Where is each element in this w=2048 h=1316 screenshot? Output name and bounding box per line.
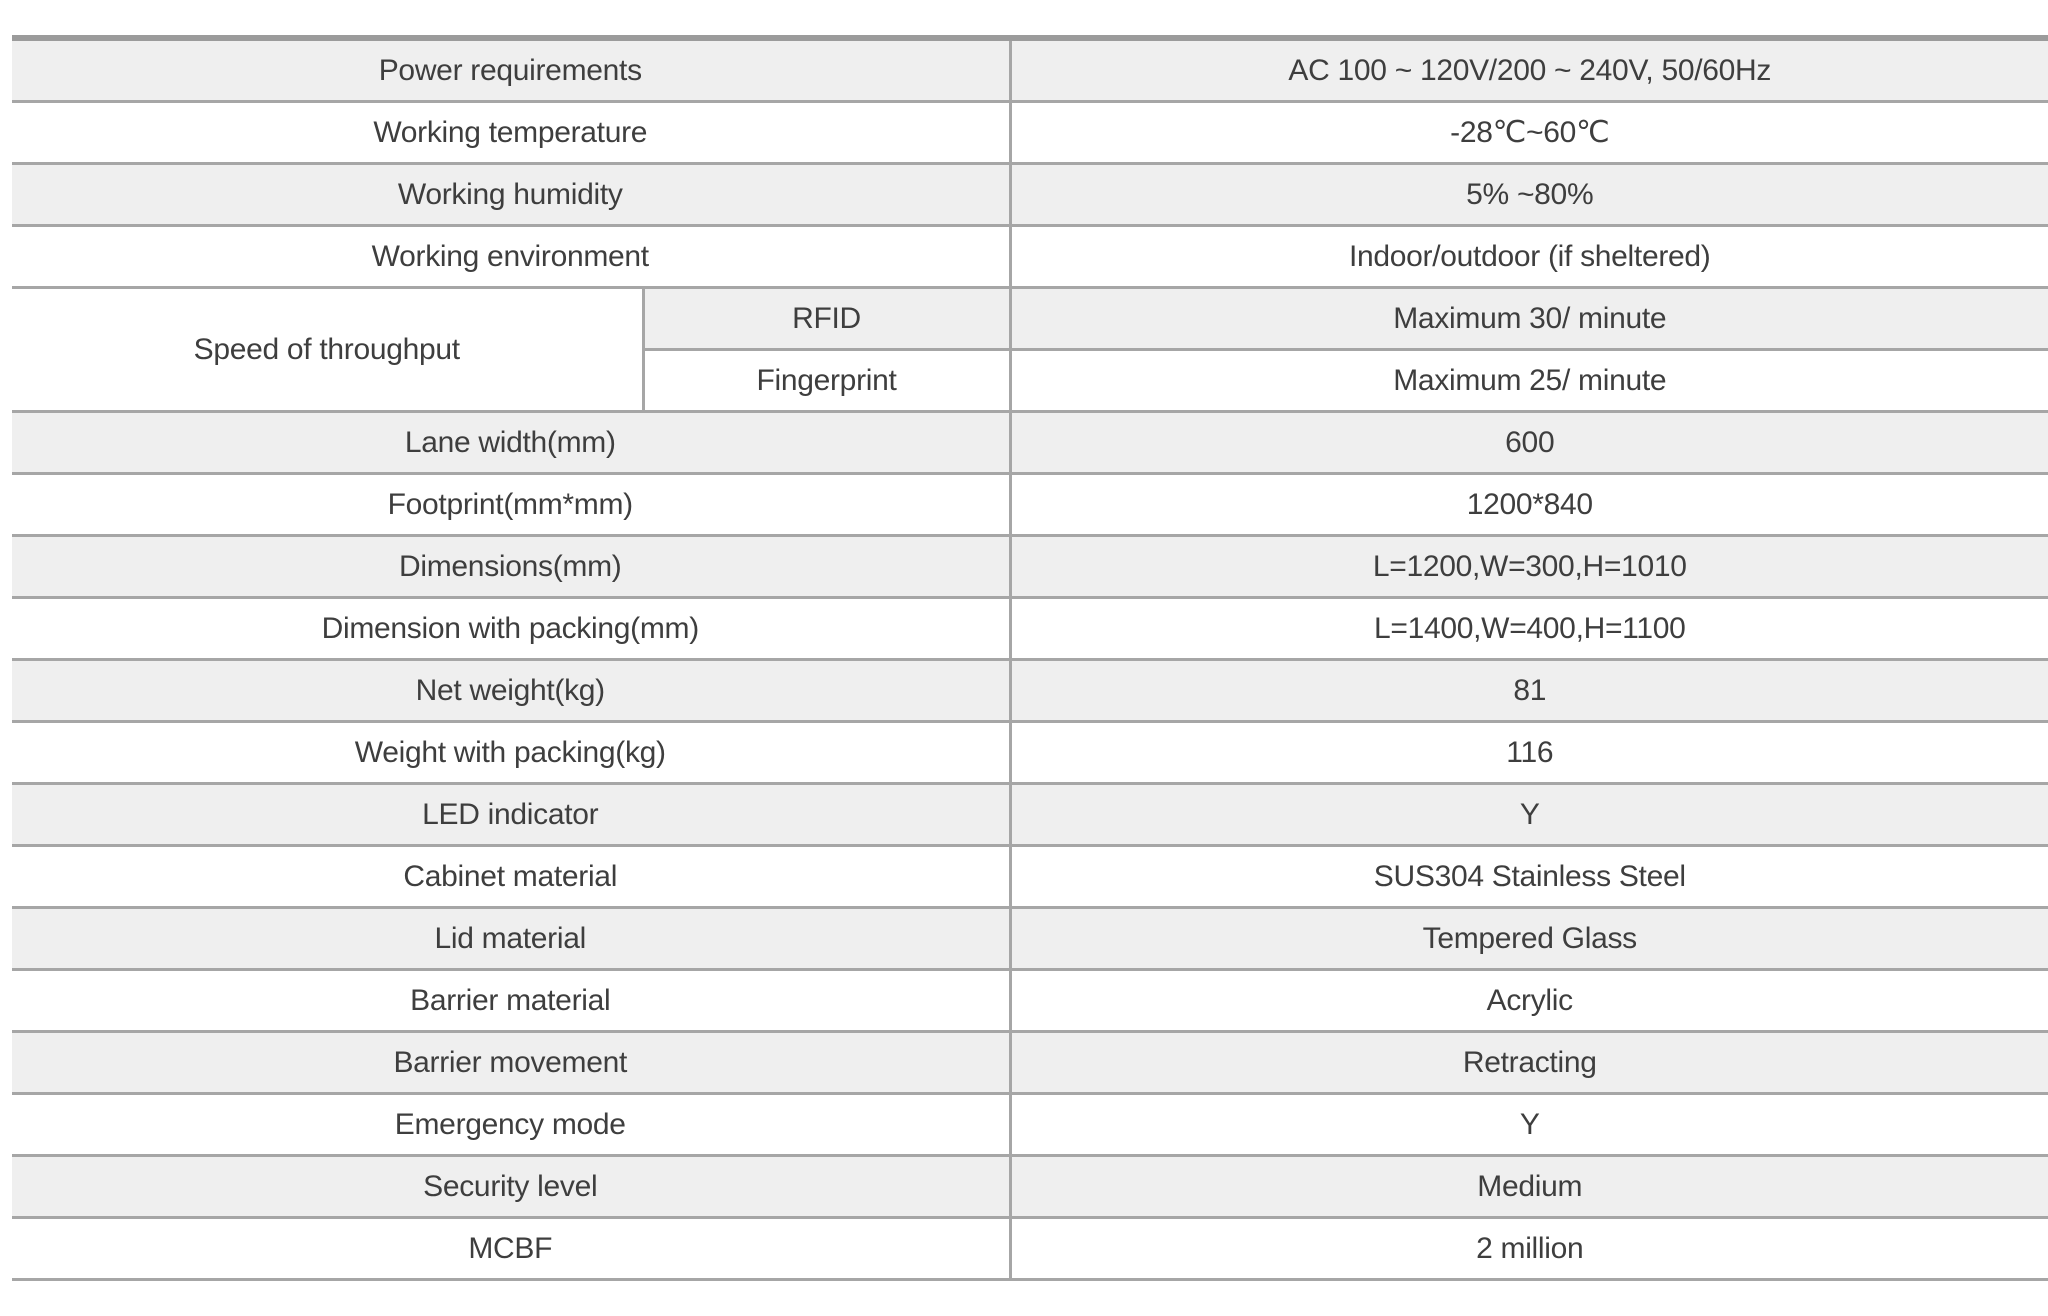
spec-value: 116 [1010, 722, 2048, 784]
table-row [12, 660, 2048, 722]
spec-label: Working humidity [12, 164, 1010, 226]
table-row [12, 164, 2048, 226]
table-row [12, 1218, 2048, 1280]
table-row [12, 722, 2048, 784]
spec-value: Tempered Glass [1010, 908, 2048, 970]
spec-value: L=1400,W=400,H=1100 [1010, 598, 2048, 660]
table-row [12, 846, 2048, 908]
spec-label: Weight with packing(kg) [12, 722, 1010, 784]
spec-label: Lane width(mm) [12, 412, 1010, 474]
table-row [12, 784, 2048, 846]
table-row [12, 412, 2048, 474]
table-row [12, 970, 2048, 1032]
spec-value: 600 [1010, 412, 2048, 474]
spec-label: Barrier movement [12, 1032, 1010, 1094]
table-row [12, 908, 2048, 970]
spec-label: Barrier material [12, 970, 1010, 1032]
table-row [12, 1094, 2048, 1156]
spec-label: Working temperature [12, 102, 1010, 164]
spec-label: Footprint(mm*mm) [12, 474, 1010, 536]
spec-value: Retracting [1010, 1032, 2048, 1094]
spec-sublabel: Fingerprint [643, 350, 1010, 412]
spec-label: Lid material [12, 908, 1010, 970]
spec-label: MCBF [12, 1218, 1010, 1280]
spec-label: Power requirements [12, 38, 1010, 102]
spec-value: Medium [1010, 1156, 2048, 1218]
spec-value: 2 million [1010, 1218, 2048, 1280]
table-row [12, 536, 2048, 598]
spec-label: Net weight(kg) [12, 660, 1010, 722]
table-row [12, 226, 2048, 288]
spec-label: Working environment [12, 226, 1010, 288]
spec-label: Dimensions(mm) [12, 536, 1010, 598]
spec-value: SUS304 Stainless Steel [1010, 846, 2048, 908]
table-row [12, 598, 2048, 660]
table-row [12, 1156, 2048, 1218]
table-row [12, 1032, 2048, 1094]
spec-value: AC 100 ~ 120V/200 ~ 240V, 50/60Hz [1010, 38, 2048, 102]
spec-value: 5% ~80% [1010, 164, 2048, 226]
spec-label: Dimension with packing(mm) [12, 598, 1010, 660]
table-row [12, 38, 2048, 102]
spec-value: L=1200,W=300,H=1010 [1010, 536, 2048, 598]
spec-value: Y [1010, 1094, 2048, 1156]
spec-group-label: Speed of throughput [12, 288, 643, 412]
spec-sublabel: RFID [643, 288, 1010, 350]
spec-value: Y [1010, 784, 2048, 846]
spec-value: Acrylic [1010, 970, 2048, 1032]
spec-label: LED indicator [12, 784, 1010, 846]
spec-label: Security level [12, 1156, 1010, 1218]
spec-value: -28℃~60℃ [1010, 102, 2048, 164]
table-row [12, 102, 2048, 164]
spec-label: Emergency mode [12, 1094, 1010, 1156]
spec-value: Indoor/outdoor (if sheltered) [1010, 226, 2048, 288]
table-row [12, 474, 2048, 536]
specifications-table [12, 35, 2048, 1281]
spec-value: 1200*840 [1010, 474, 2048, 536]
spec-value: 81 [1010, 660, 2048, 722]
spec-value: Maximum 30/ minute [1010, 288, 2048, 350]
table-row [12, 288, 2048, 350]
spec-value: Maximum 25/ minute [1010, 350, 2048, 412]
spec-label: Cabinet material [12, 846, 1010, 908]
